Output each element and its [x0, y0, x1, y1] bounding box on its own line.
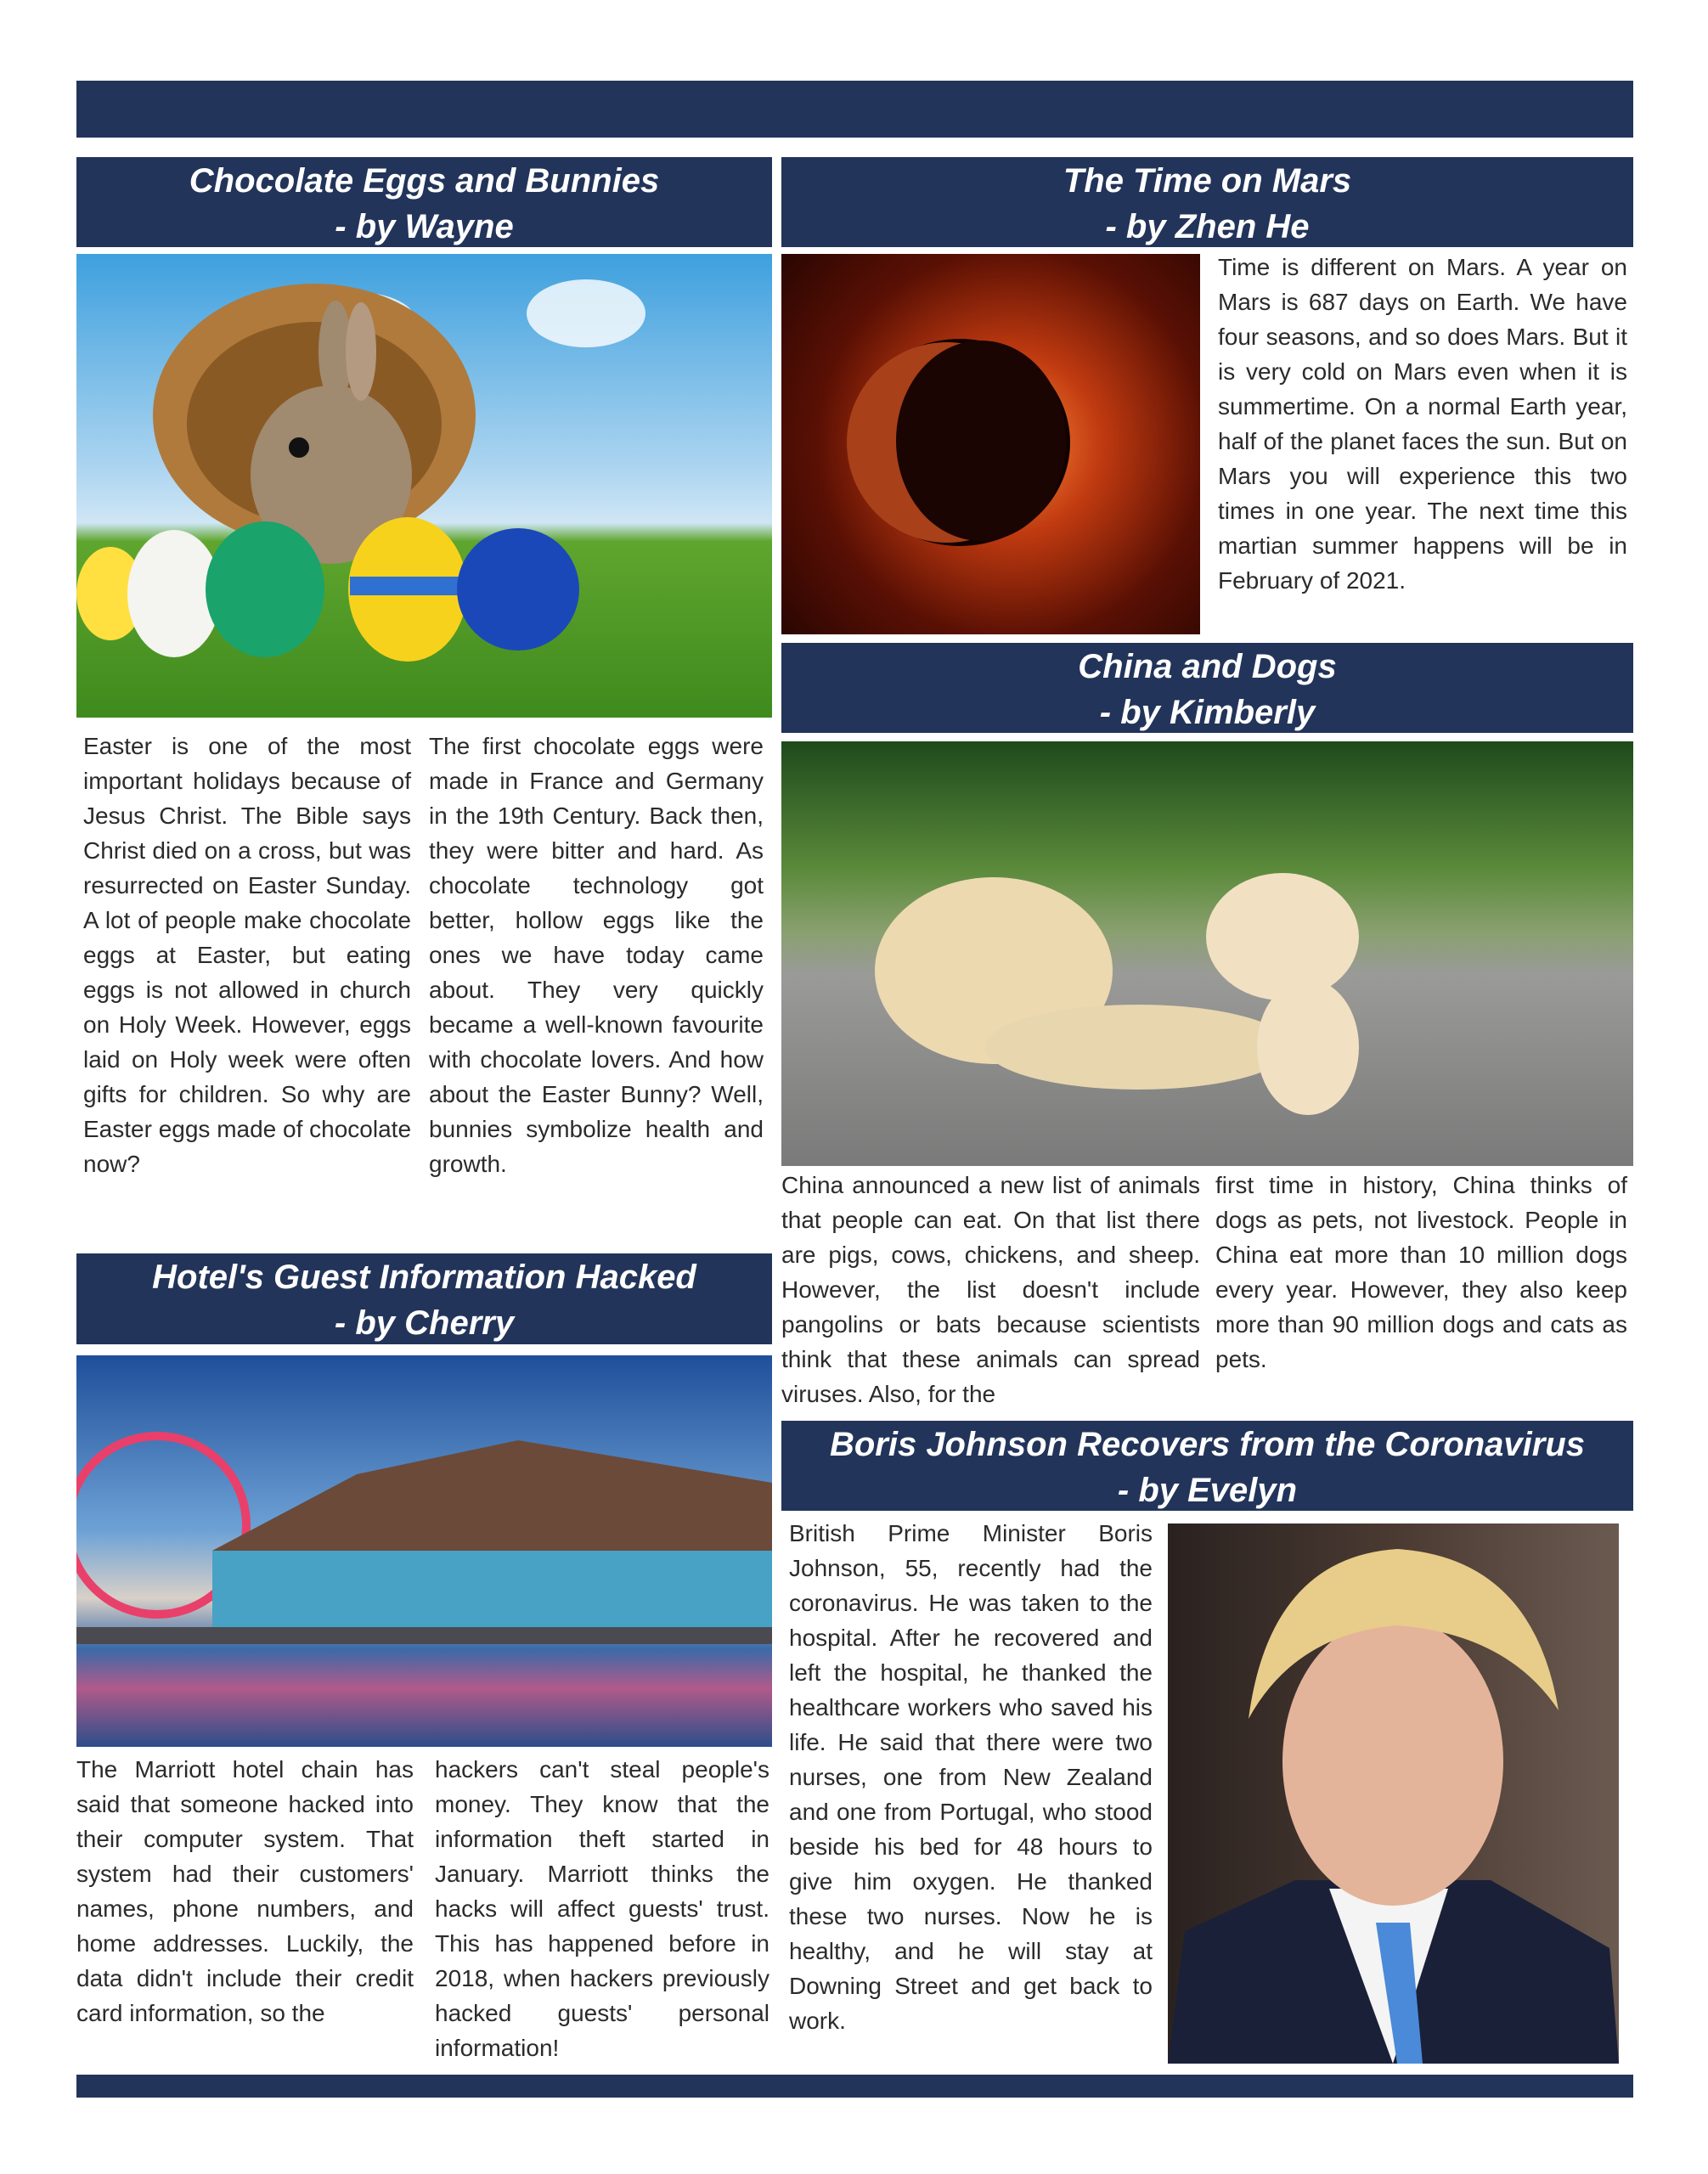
article-header-boris [781, 1421, 1633, 1511]
article-title: Boris Johnson Recovers from the Coronavirus [829, 1426, 1586, 1463]
article-byline: - by Evelyn [1117, 1472, 1298, 1509]
article-byline: - by Kimberly [1099, 694, 1316, 731]
hotel-text-col2: hackers can't steal people's money. They know that the information theft started in January. Marriott thinks the hacks will affect guests' trust. This has happened before in 2018, when hackers previously hacked guests' personal information! [435, 1756, 769, 2061]
article-header-easter [76, 157, 772, 247]
dogs-image [781, 741, 1633, 1166]
article-title: The Time on Mars [1063, 162, 1352, 200]
article-title: Chocolate Eggs and Bunnies [189, 162, 660, 200]
easter-text-col2: The first chocolate eggs were made in France and Germany in the 19th Century. Back then, they were bitter and hard. As chocolate technology got better, hollow eggs like the ones we have today came about. They very quickly became a well-known favourite with chocolate lovers. And how about the Easter Bunny? Well, bunnies symbolize health and growth. [429, 733, 764, 1177]
article-header-hotel [76, 1253, 772, 1344]
boris-johnson-portrait [1168, 1523, 1619, 2064]
mars-image [781, 254, 1200, 634]
easter-text-col1: Easter is one of the most important holidays because of Jesus Christ. The Bible says Christ died on a cross, but was resurrected on Easter Sunday. A lot of people make chocolate eggs at Easter, but eating eggs is not allowed in church on Holy Week. However, eggs laid on Holy week were often gifts for children. So why are Easter eggs made of chocolate now? [83, 733, 412, 1177]
article-header-dogs [781, 643, 1633, 733]
easter-bunny-image [76, 254, 772, 718]
mars-text: Time is different on Mars. A year on Mars is 687 days on Earth. We have four seasons, and so does Mars. But it is very cold on Mars even when it is summertime. On a normal Earth year, half of the planet faces the sun. But on Mars you will experience this two times in one year. The next time this martian summer happens will be in February of 2021. [1218, 254, 1627, 594]
dogs-text-col2: first time in history, China thinks of dogs as pets, not livestock. People in China eat more than 10 million dogs every year. However, they also keep more than 90 million dogs and cats as pets. [1215, 1172, 1627, 1372]
london-hotel-image [76, 1355, 772, 1747]
bottom-banner [76, 2075, 1633, 2098]
article-title: China and Dogs [1078, 648, 1337, 685]
article-header-mars [781, 157, 1633, 247]
article-title: Hotel's Guest Information Hacked [152, 1259, 696, 1296]
top-banner [76, 81, 1633, 138]
article-byline: - by Zhen He [1105, 208, 1310, 245]
article-byline: - by Cherry [334, 1304, 515, 1342]
boris-text: British Prime Minister Boris Johnson, 55, recently had the coronavirus. He was taken to the hospital. After he recovered and left the hospital, he thanked the healthcare workers who saved his life. He said that there were two nurses, one from New Zealand and one from Portugal, who stood beside his bed for 48 hours to give him oxygen. He thanked these two nurses. Now he is healthy, and he will stay at Downing Street and get back to work. [789, 1520, 1153, 2034]
dogs-text-col1: China announced a new list of animals that people can eat. On that list there are pigs, cows, chickens, and sheep. However, the list doesn't include pangolins or bats because scientists think that these animals can spread viruses. Also, for the [781, 1172, 1200, 1407]
article-byline: - by Wayne [335, 208, 514, 245]
hotel-text-col1: The Marriott hotel chain has said that someone hacked into their computer system. That system had their customers' names, phone numbers, and home addresses. Luckily, the data didn't include their credit card information, so the [76, 1756, 414, 2026]
